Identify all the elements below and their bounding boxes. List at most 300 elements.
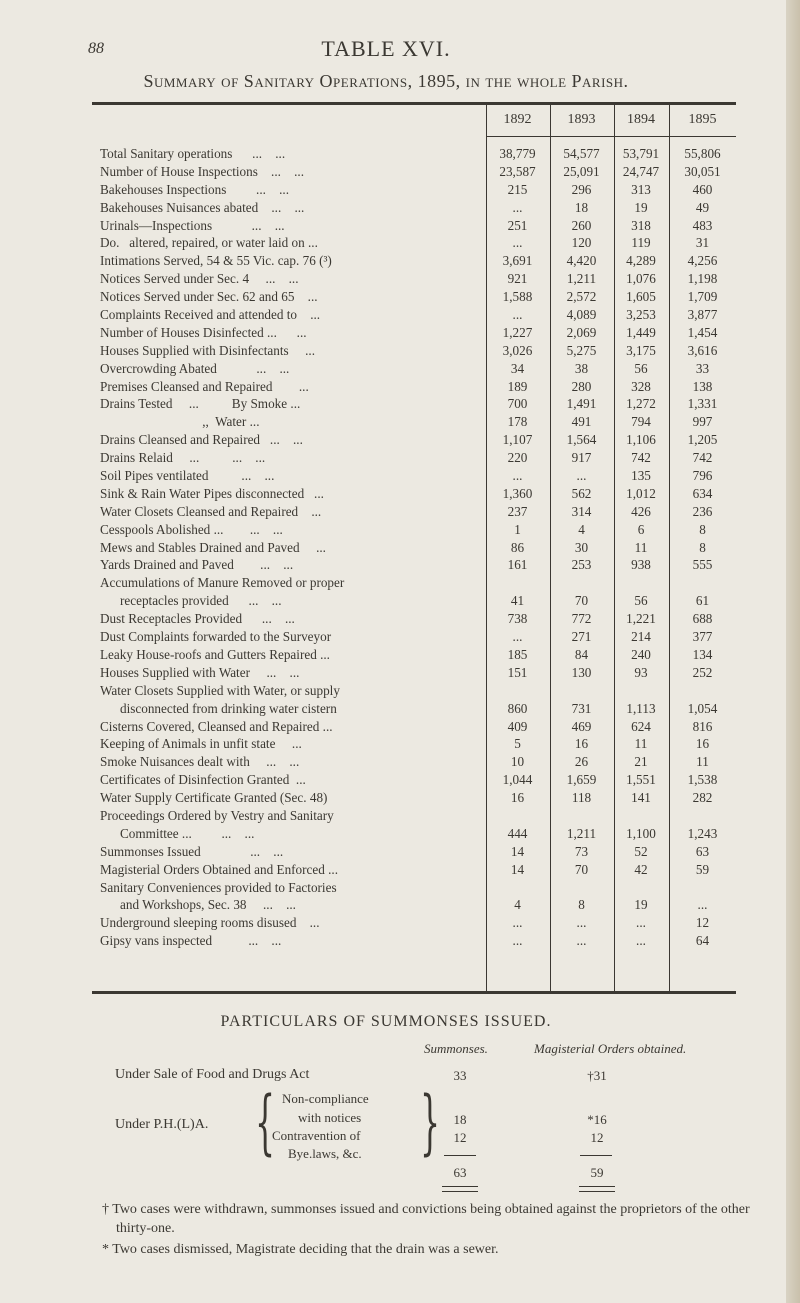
cell-1893: 26 (574, 754, 589, 770)
row-label (100, 431, 486, 449)
cell-1892: 1,588 (502, 289, 533, 305)
cell-1893: ... (576, 933, 587, 949)
cell-1892: 444 (507, 825, 528, 841)
row-label (100, 556, 486, 574)
cell-1894: 3,253 (626, 307, 656, 322)
cell-1894: ... (636, 933, 646, 949)
row-label-text: Sink & Rain Water Pipes disconnected ... (100, 485, 324, 501)
cell-1893: 772 (571, 611, 592, 627)
table-body (92, 145, 736, 950)
cell-1892: 41 (510, 593, 525, 609)
total-summonses: 63 (453, 1165, 467, 1180)
row-label-text: Keeping of Animals in unfit state ... (100, 736, 302, 752)
row-label-text: Complaints Received and attended to ... (100, 307, 321, 322)
cell-1893: ... (576, 915, 587, 931)
cell-1893: 296 (571, 181, 592, 197)
row-label (100, 503, 486, 521)
cell-1892: 215 (507, 181, 528, 197)
cell-1895: 997 (692, 414, 713, 430)
cell-1893: 1,659 (566, 772, 597, 788)
table-row (92, 199, 736, 217)
cell-1895: 1,054 (687, 700, 718, 716)
cell-1895: 63 (695, 843, 710, 859)
cell-1893: 70 (574, 593, 589, 609)
cell-1895: 4,256 (687, 253, 718, 269)
cell-1893: 70 (574, 861, 589, 877)
cell-1892: 86 (510, 539, 525, 555)
cell-1892: ... (512, 307, 523, 322)
cell-1894: ... (636, 915, 646, 931)
cell-1894: 4,289 (626, 253, 656, 269)
cell-1895: 11 (696, 754, 709, 770)
cell-1893: 5,275 (566, 342, 597, 358)
noncompliance-label: Non-compliance (282, 1091, 369, 1106)
cell-1893: 38 (574, 360, 589, 376)
cell-1895: 33 (695, 360, 710, 376)
cell-1892: 3,691 (502, 253, 533, 269)
row-label (100, 718, 486, 736)
cell-1893: 469 (571, 718, 592, 734)
table-row (92, 234, 736, 252)
cell-1893: 260 (571, 217, 592, 233)
table-row (92, 413, 736, 431)
cell-1893: 731 (571, 700, 592, 716)
cell-1893: 54,577 (563, 145, 600, 161)
cell-1892: 4 (514, 897, 521, 913)
row-label-text: Dust Receptacles Provided ... ... (100, 611, 295, 627)
cell-1894: 426 (631, 503, 651, 519)
table-row (92, 378, 736, 396)
row-label (100, 574, 486, 610)
cell-1892: 10 (510, 754, 525, 770)
row-label (100, 252, 486, 270)
cell-1894: 1,113 (626, 700, 656, 716)
cell-1892: 161 (507, 557, 528, 573)
cell-1894: 1,100 (626, 825, 656, 841)
row-label-text: Drains Cleansed and Repaired ... ... (100, 432, 303, 448)
row-label (100, 789, 486, 807)
cell-1894: 313 (631, 181, 651, 197)
row-label (100, 843, 486, 861)
cell-1893: 271 (571, 629, 592, 645)
row-label (100, 539, 486, 557)
table-row (92, 252, 736, 270)
left-brace: { (255, 1081, 276, 1163)
cell-1892: ... (512, 933, 523, 949)
row-label (100, 145, 486, 163)
noncompliance-orders: *16 (587, 1112, 607, 1127)
table-row (92, 574, 736, 610)
row-label-text: Sanitary Conveniences provided to Factories (100, 879, 337, 895)
cell-1892: 237 (507, 503, 528, 519)
row-label (100, 163, 486, 181)
cell-1895: 252 (692, 664, 713, 680)
table-row (92, 324, 736, 342)
contravention-label-2: Bye.laws, &c. (288, 1146, 362, 1161)
cell-1893: 16 (574, 736, 589, 752)
row-label-continuation: Committee ... ... ... (120, 825, 255, 841)
cell-1894: 1,551 (626, 772, 656, 788)
row-label (100, 771, 486, 789)
cell-1892: 189 (507, 378, 528, 394)
row-label (100, 181, 486, 199)
row-label-text: Drains Relaid ... ... ... (100, 450, 266, 466)
page-number: 88 (88, 40, 104, 57)
star-footnote: * Two cases dismissed, Magistrate deciding that the drain was a sewer. (102, 1242, 499, 1257)
cell-1893: 2,572 (566, 289, 597, 305)
row-label (100, 342, 486, 360)
cell-1893: 280 (571, 378, 592, 394)
table-row (92, 843, 736, 861)
summonses-column-header: Summonses. (424, 1041, 488, 1056)
table-row (92, 503, 736, 521)
page-edge (786, 0, 800, 1303)
year-header: 1892 (503, 112, 532, 127)
table-row (92, 807, 736, 843)
cell-1893: 1,211 (566, 825, 597, 841)
row-label-text: Certificates of Disinfection Granted ... (100, 772, 306, 788)
table-subtitle: Summary of Sanitary Operations, 1895, in the whole Parish. (143, 71, 629, 91)
cell-1895: 816 (692, 718, 713, 734)
cell-1894: 6 (637, 521, 645, 537)
table-row (92, 539, 736, 557)
row-label (100, 395, 486, 413)
cell-1893: 84 (574, 646, 589, 662)
cell-1893: 253 (571, 557, 592, 573)
cell-1893: 4,420 (566, 253, 597, 269)
row-label (100, 485, 486, 503)
cell-1893: 4,089 (566, 307, 597, 322)
row-label (100, 413, 486, 431)
cell-1893: 1,491 (566, 396, 597, 412)
cell-1892: ... (512, 468, 523, 484)
row-label-text: Bakehouses Nuisances abated ... ... (100, 199, 305, 215)
row-label-text: Yards Drained and Paved ... ... (100, 557, 294, 573)
row-label (100, 753, 486, 771)
cell-1895: 16 (695, 736, 710, 752)
cell-1894: 1,605 (626, 289, 656, 305)
cell-1894: 214 (631, 629, 651, 645)
cell-1892: 3,026 (502, 342, 533, 358)
cell-1893: 491 (571, 414, 592, 430)
food-summonses: 33 (453, 1068, 467, 1083)
cell-1893: 30 (574, 539, 589, 555)
row-label-text: Gipsy vans inspected ... ... (100, 933, 282, 949)
row-label-text: Leaky House-roofs and Gutters Repaired ... (100, 646, 330, 662)
row-label-text: Houses Supplied with Disinfectants ... (100, 342, 316, 358)
rule (580, 1155, 612, 1156)
cell-1894: 1,221 (626, 611, 656, 627)
table-row (92, 342, 736, 360)
cell-1894: 328 (631, 378, 651, 394)
cell-1895: 64 (695, 933, 710, 949)
cell-1894: 24,747 (622, 163, 660, 179)
cell-1892: 220 (507, 450, 528, 466)
right-brace: } (420, 1081, 441, 1163)
table-row (92, 628, 736, 646)
row-label-text: Overcrowding Abated ... ... (100, 360, 290, 376)
cell-1893: 18 (574, 199, 589, 215)
row-label-continuation: disconnected from drinking water cistern (120, 700, 337, 716)
cell-1893: 1,211 (566, 271, 597, 287)
cell-1893: 1,564 (566, 432, 597, 448)
cell-1894: 742 (631, 450, 651, 466)
header-rule (486, 136, 736, 137)
cell-1894: 11 (634, 539, 648, 555)
cell-1892: 1,227 (502, 324, 533, 340)
cell-1892: 38,779 (499, 145, 536, 161)
row-label-text: Water Closets Supplied with Water, or supply (100, 682, 340, 698)
cell-1894: 21 (634, 754, 648, 770)
cell-1892: 151 (507, 664, 528, 680)
table-row (92, 395, 736, 413)
row-label (100, 467, 486, 485)
table-row (92, 753, 736, 771)
row-label-text: Cisterns Covered, Cleansed and Repaired ... (100, 718, 333, 734)
cell-1892: 251 (507, 217, 528, 233)
cell-1895: 1,538 (687, 772, 718, 788)
row-label-text: Mews and Stables Drained and Paved ... (100, 539, 326, 555)
ph-act-label: Under P.H.(L)A. (115, 1117, 209, 1132)
cell-1893: 314 (571, 503, 592, 519)
row-label (100, 735, 486, 753)
double-rule (579, 1186, 615, 1192)
cell-1895: 796 (692, 468, 713, 484)
total-orders: 59 (590, 1165, 604, 1180)
cell-1892: 1 (514, 521, 521, 537)
cell-1892: 921 (507, 271, 528, 287)
table-row (92, 771, 736, 789)
cell-1892: 700 (507, 396, 528, 412)
cell-1894: 119 (631, 235, 651, 251)
table-row (92, 932, 736, 950)
cell-1893: 562 (571, 485, 592, 501)
table-row (92, 181, 736, 199)
table-row (92, 449, 736, 467)
table-row (92, 145, 736, 163)
row-label-text: Do. altered, repaired, or water laid on ... (100, 235, 318, 251)
cell-1895: 134 (692, 646, 713, 662)
noncompliance-label-2: with notices (298, 1110, 362, 1125)
table-row (92, 735, 736, 753)
row-label-text: Intimations Served, 54 & 55 Vic. cap. 76 (³) (100, 253, 332, 269)
row-label (100, 360, 486, 378)
cell-1893: 2,069 (566, 324, 597, 340)
contravention-summonses: 12 (453, 1130, 467, 1145)
table-row (92, 879, 736, 915)
cell-1895: 555 (692, 557, 713, 573)
noncompliance-summonses: 18 (453, 1112, 467, 1127)
row-label-text: Proceedings Ordered by Vestry and Sanitary (100, 807, 334, 823)
row-label-continuation: receptacles provided ... ... (120, 593, 282, 609)
row-label-text: Urinals—Inspections ... ... (100, 217, 285, 233)
double-rule (442, 1186, 478, 1192)
dagger-footnote: † Two cases were withdrawn, summonses issued and convictions being obtained against the proprietors of the other thirty-one. (102, 1202, 750, 1236)
row-label (100, 521, 486, 539)
cell-1893: 118 (571, 790, 592, 806)
cell-1894: 1,449 (626, 324, 656, 340)
cell-1893: ... (576, 468, 587, 484)
year-header: 1893 (567, 112, 596, 127)
cell-1892: 1,360 (502, 485, 533, 501)
food-orders: †31 (587, 1068, 607, 1083)
cell-1895: 12 (695, 915, 710, 931)
cell-1895: 61 (695, 593, 710, 609)
cell-1893: 8 (578, 897, 585, 913)
orders-column-header: Magisterial Orders obtained. (534, 1041, 687, 1056)
table-row (92, 789, 736, 807)
row-label (100, 879, 486, 915)
cell-1892: ... (512, 915, 523, 931)
cell-1895: 377 (692, 629, 713, 645)
cell-1892: ... (512, 199, 523, 215)
cell-1892: 1,044 (502, 772, 533, 788)
row-label (100, 646, 486, 664)
cell-1892: 1,107 (502, 432, 533, 448)
cell-1892: ... (512, 629, 523, 645)
cell-1894: 1,272 (626, 396, 656, 412)
table-row (92, 914, 736, 932)
row-label (100, 378, 486, 396)
sanitary-operations-table (92, 102, 736, 994)
cell-1895: 1,709 (687, 289, 718, 305)
cell-1894: 56 (634, 360, 648, 376)
cell-1895: ... (697, 897, 708, 913)
cell-1895: 59 (695, 861, 710, 877)
row-label (100, 807, 486, 843)
table-row (92, 718, 736, 736)
row-label-text: Number of House Inspections ... ... (100, 163, 305, 179)
row-label-text: Accumulations of Manure Removed or proper (100, 575, 345, 591)
row-label-text: Notices Served under Sec. 62 and 65 ... (100, 289, 318, 305)
cell-1895: 55,806 (684, 145, 721, 161)
cell-1895: 634 (692, 485, 713, 501)
row-label (100, 324, 486, 342)
cell-1895: 49 (695, 199, 710, 215)
cell-1893: 4 (578, 521, 585, 537)
cell-1895: 742 (692, 450, 713, 466)
cell-1894: 42 (634, 861, 648, 877)
rule (444, 1155, 476, 1156)
cell-1894: 52 (634, 843, 648, 859)
cell-1895: 138 (692, 378, 713, 394)
row-label-text: Bakehouses Inspections ... ... (100, 181, 289, 197)
cell-1894: 318 (631, 217, 651, 233)
row-label (100, 199, 486, 217)
food-drugs-label: Under Sale of Food and Drugs Act (115, 1067, 310, 1082)
cell-1895: 3,877 (687, 307, 718, 322)
row-label (100, 306, 486, 324)
table-row (92, 431, 736, 449)
contravention-orders: 12 (590, 1130, 604, 1145)
table-title: TABLE XVI. (321, 36, 451, 61)
cell-1892: 178 (507, 414, 528, 430)
cell-1892: 23,587 (499, 163, 536, 179)
row-label-text: Premises Cleansed and Repaired ... (100, 378, 309, 394)
cell-1895: 1,205 (687, 432, 718, 448)
row-label (100, 270, 486, 288)
row-label-text: Notices Served under Sec. 4 ... ... (100, 271, 299, 287)
row-label-text: Dust Complaints forwarded to the Surveyor (100, 629, 332, 645)
cell-1894: 1,076 (626, 271, 656, 287)
table-row (92, 360, 736, 378)
cell-1894: 1,012 (626, 485, 656, 501)
row-label (100, 628, 486, 646)
cell-1894: 938 (631, 557, 651, 573)
cell-1893: 130 (571, 664, 592, 680)
row-label-text: Underground sleeping rooms disused ... (100, 915, 320, 931)
cell-1893: 73 (574, 843, 589, 859)
cell-1894: 11 (634, 736, 648, 752)
cell-1892: 185 (507, 646, 528, 662)
cell-1892: 738 (507, 611, 528, 627)
row-label (100, 610, 486, 628)
row-label-text: Cesspools Abolished ... ... ... (100, 521, 283, 537)
row-label (100, 449, 486, 467)
cell-1895: 3,616 (687, 342, 718, 358)
cell-1894: 53,791 (622, 145, 660, 161)
row-label-text: Total Sanitary operations ... ... (100, 145, 286, 161)
row-label (100, 664, 486, 682)
cell-1894: 19 (634, 199, 648, 215)
cell-1892: ... (512, 235, 523, 251)
row-label-text: Magisterial Orders Obtained and Enforced ... (100, 861, 339, 877)
row-label-continuation: and Workshops, Sec. 38 ... ... (120, 897, 296, 913)
year-header: 1894 (627, 112, 655, 127)
year-header: 1895 (688, 112, 717, 127)
table-row (92, 306, 736, 324)
cell-1895: 1,331 (687, 396, 718, 412)
table-row (92, 467, 736, 485)
cell-1893: 25,091 (563, 163, 600, 179)
summonses-title: PARTICULARS OF SUMMONSES ISSUED. (220, 1013, 552, 1030)
cell-1894: 240 (631, 646, 651, 662)
cell-1894: 93 (634, 664, 648, 680)
table-row (92, 270, 736, 288)
row-label-text: ,, Water ... (100, 414, 260, 430)
contravention-label: Contravention of (272, 1128, 361, 1143)
cell-1894: 794 (631, 414, 651, 430)
table-row (92, 556, 736, 574)
cell-1895: 236 (692, 503, 713, 519)
cell-1892: 14 (510, 861, 525, 877)
cell-1895: 483 (692, 217, 713, 233)
row-label (100, 682, 486, 718)
cell-1892: 34 (510, 360, 525, 376)
cell-1895: 460 (692, 181, 713, 197)
row-label-text: Soil Pipes ventilated ... ... (100, 468, 275, 484)
row-label (100, 914, 486, 932)
cell-1895: 1,198 (687, 271, 718, 287)
row-label-text: Number of Houses Disinfected ... ... (100, 324, 307, 340)
table-row (92, 485, 736, 503)
table-row (92, 664, 736, 682)
cell-1895: 30,051 (684, 163, 721, 179)
row-label-text: Water Closets Cleansed and Repaired ... (100, 503, 322, 519)
table-row (92, 861, 736, 879)
table-row (92, 521, 736, 539)
cell-1895: 1,243 (687, 825, 718, 841)
cell-1892: 860 (507, 700, 528, 716)
row-label-text: Summonses Issued ... ... (100, 843, 284, 859)
cell-1892: 5 (514, 736, 521, 752)
cell-1895: 688 (692, 611, 713, 627)
cell-1894: 624 (631, 718, 651, 734)
row-label (100, 932, 486, 950)
row-label (100, 217, 486, 235)
row-label-text: Water Supply Certificate Granted (Sec. 48) (100, 790, 328, 806)
cell-1894: 3,175 (626, 342, 656, 358)
